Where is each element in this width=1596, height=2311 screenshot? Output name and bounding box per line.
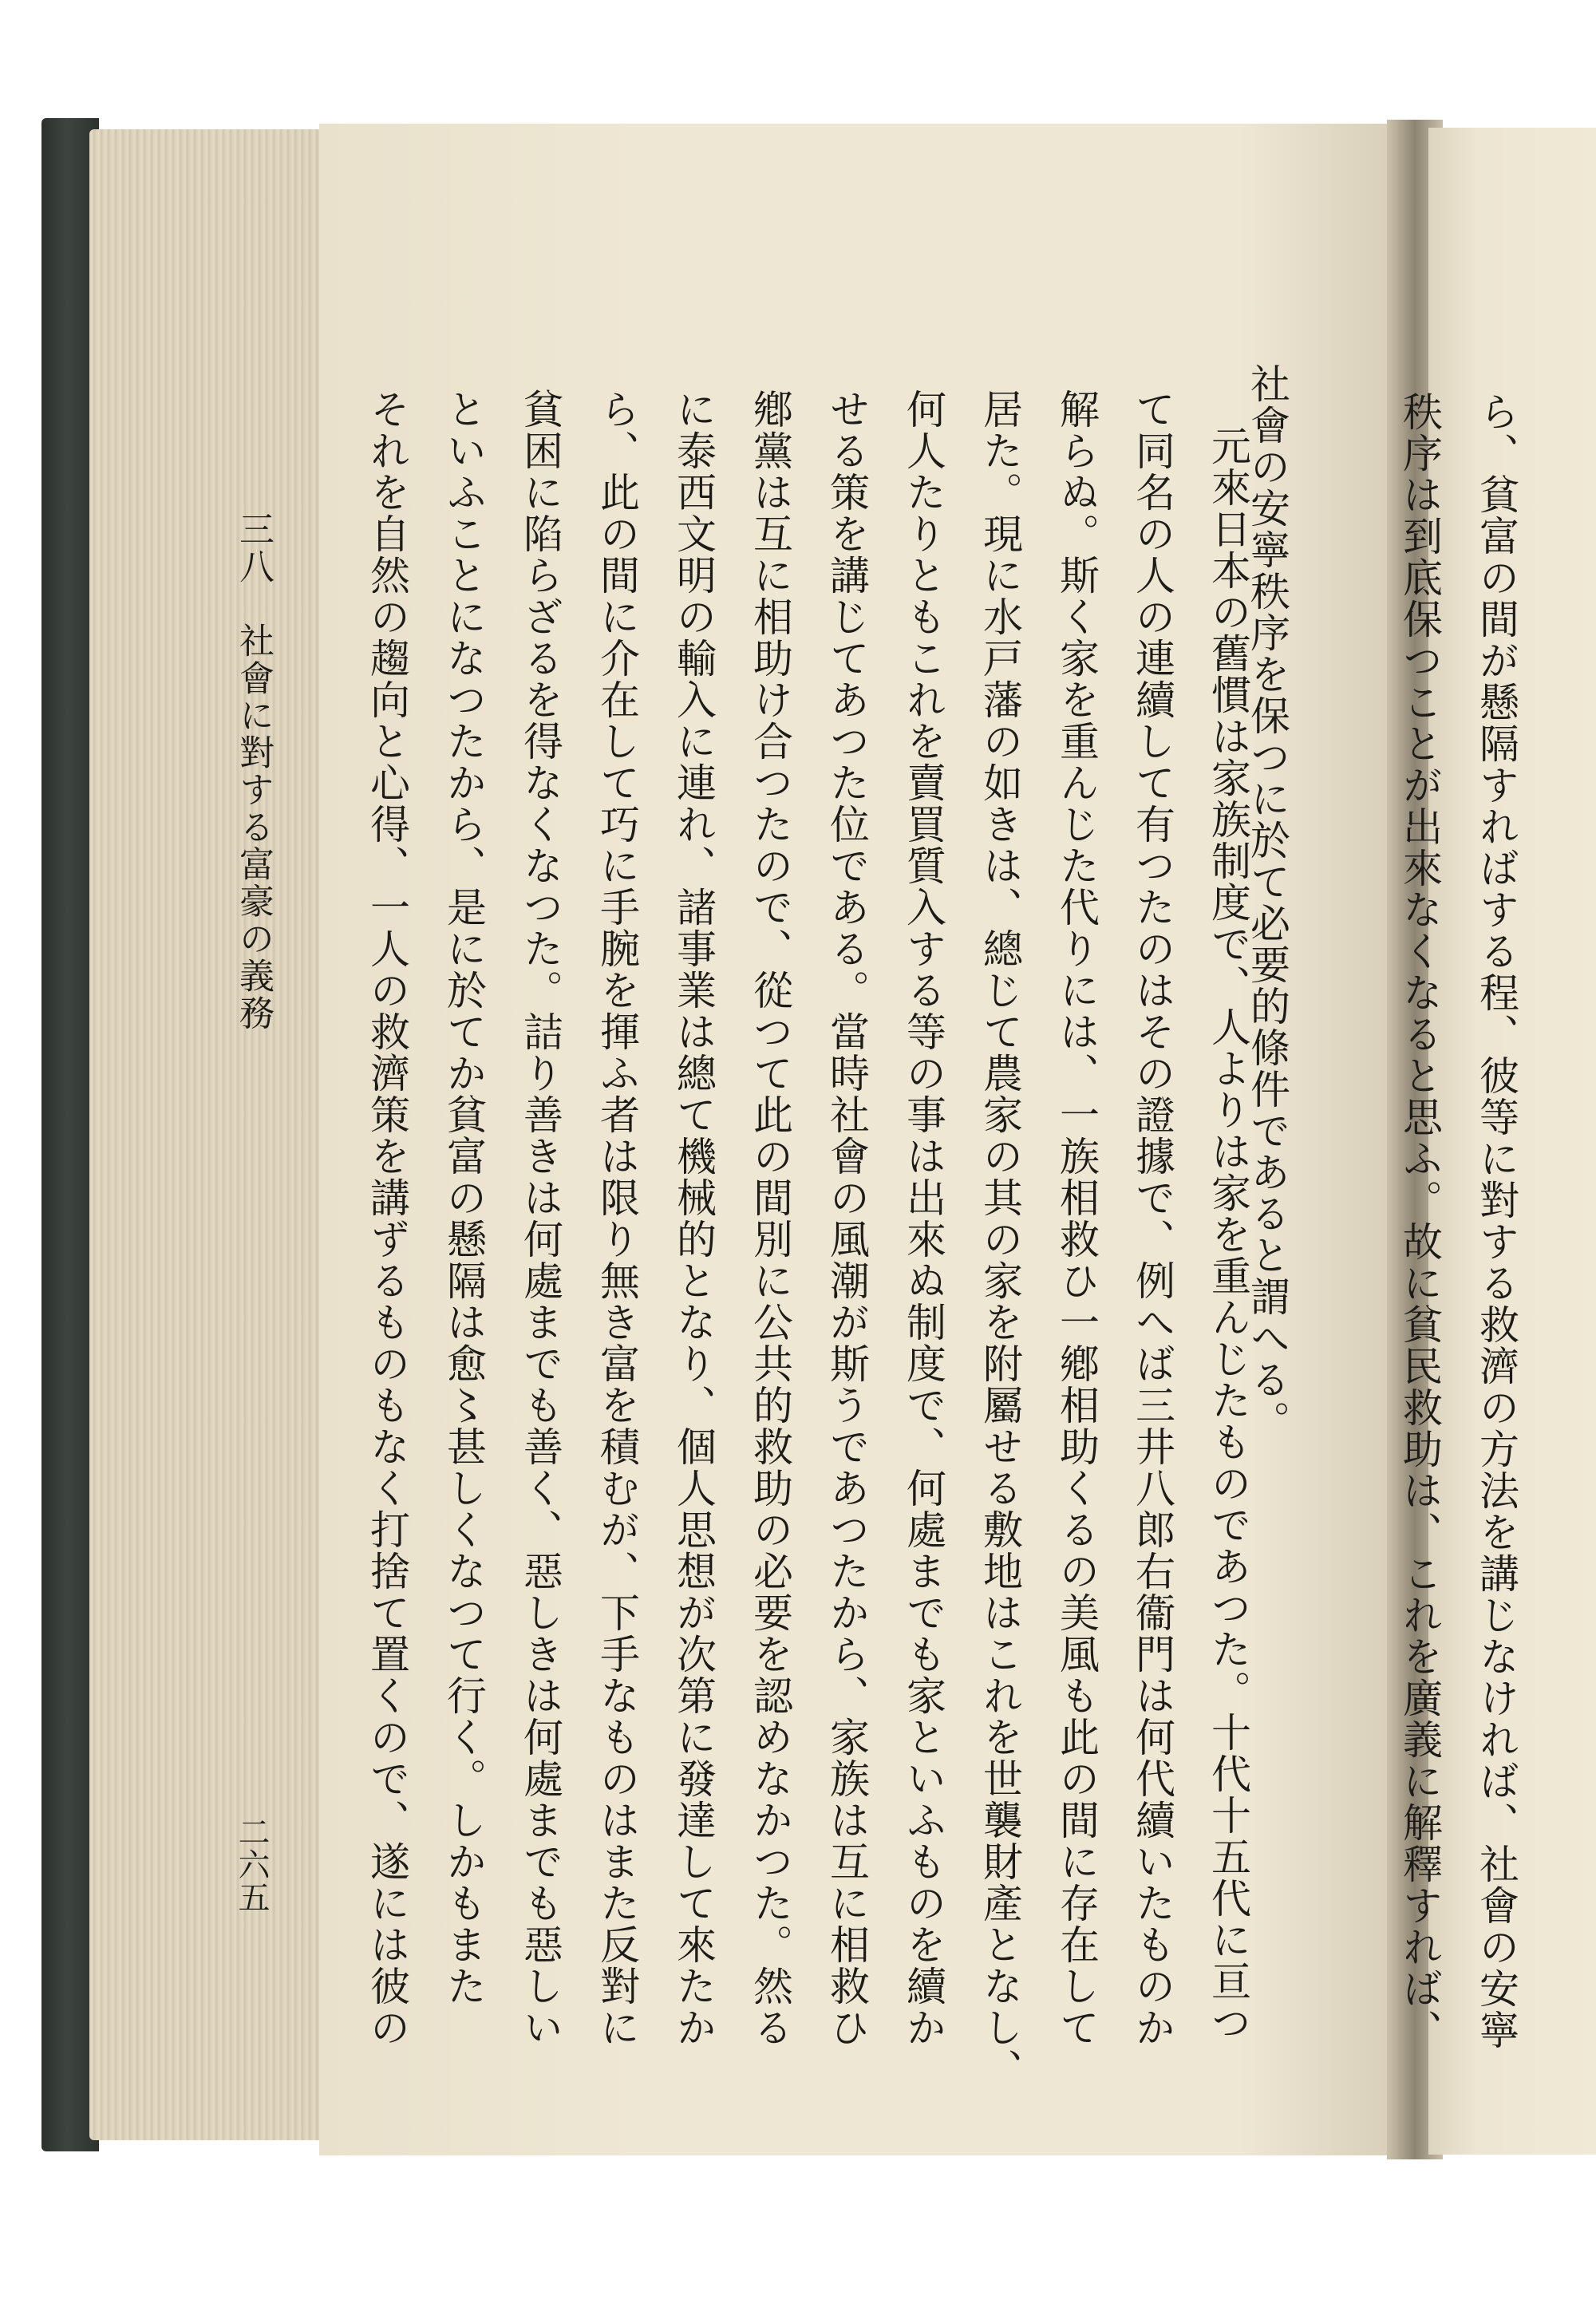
right-text-column-1: ら、貧富の間が懸隔すればする程、彼等に對する救濟の方法を講じなければ、社會の安寧 bbox=[1473, 391, 1519, 2051]
text-column-7: せる策を講じてあつた位である。當時社會の風潮が斯うであつたから、家族は互に相救ひ bbox=[824, 389, 870, 2048]
page-stack-edges bbox=[89, 129, 329, 2140]
page-number: 二六五 bbox=[233, 1815, 270, 1914]
right-page bbox=[1396, 128, 1596, 2155]
text-column-11: 貧困に陷らざるを得なくなつた。詰り善きは何處までも善く、惡しきは何處までも惡しい bbox=[517, 389, 563, 2048]
text-column-2: 元來日本の舊慣は家族制度で、人よりは家を重んじたものであつた。十代十五代に亘つ bbox=[1205, 425, 1251, 2044]
text-column-13: それを自然の趨向と心得、一人の救濟策を講ずるものもなく打捨て置くので、遂には彼の bbox=[364, 389, 410, 2048]
running-header: 三八 社會に對する富豪の義務 bbox=[233, 511, 274, 1032]
text-column-1: 社會の安寧秩序を保つに於て必要的條件であると謂へる。 bbox=[1244, 363, 1290, 1442]
text-column-4: 解らぬ。斯く家を重んじた代りには、一族相救ひ一鄕相助くるの美風も此の間に存在して bbox=[1053, 389, 1100, 2048]
text-column-12: といふことになつたから、是に於てか貧富の懸隔は愈〻甚しくなつて行く。しかもまた bbox=[440, 389, 487, 2007]
left-page bbox=[233, 124, 1403, 2155]
text-column-6: 何人たりともこれを賣買質入する等の事は出來ぬ制度で、何處までも家といふものを續か bbox=[900, 389, 946, 2048]
text-column-5: 居た。現に水戸藩の如きは、總じて農家の其の家を附屬せる敷地はこれを世襲財產となし、 bbox=[977, 389, 1023, 2090]
right-text-column-2: 秩序は到底保つことが出來なくなると思ふ。故に貧民救助は、これを廣義に解釋すれば、 bbox=[1396, 391, 1443, 2051]
text-column-8: 鄕黨は互に相助け合つたので、從つて此の間別に公共的救助の必要を認めなかつた。然る bbox=[747, 389, 793, 2048]
text-column-3: て同名の人の連續して有つたのはその證據で、例へば三井八郎右衞門は何代續いたものか bbox=[1129, 389, 1175, 2048]
text-column-9: に泰西文明の輸入に連れ、諸事業は總て機械的となり、個人思想が次第に發達して來たか bbox=[670, 389, 717, 2048]
text-column-10: ら、此の間に介在して巧に手腕を揮ふ者は限り無き富を積むが、下手なものはまた反對に bbox=[594, 389, 640, 2048]
